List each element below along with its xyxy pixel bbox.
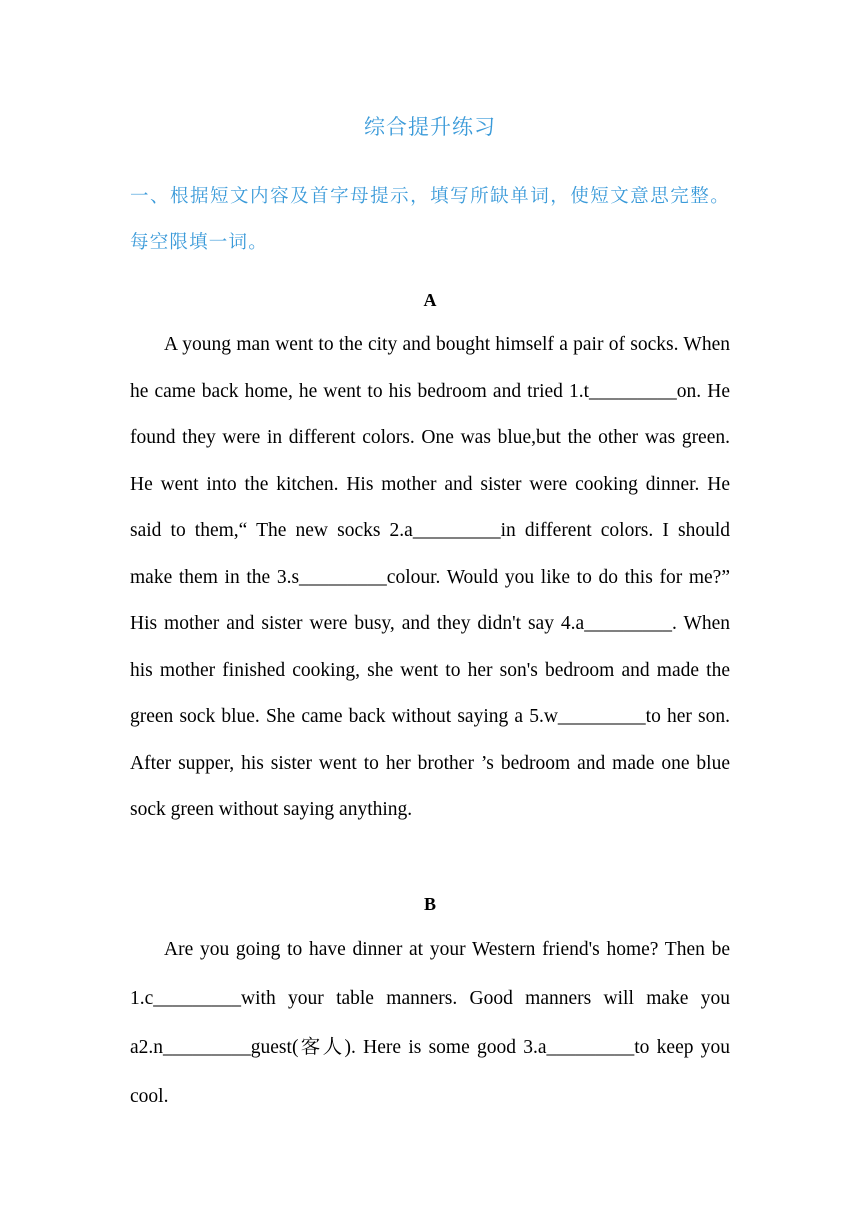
section-a-label: A <box>423 290 437 310</box>
passage-b: Are you going to have dinner at your Western friend's home? Then be 1.c_________with your table manners. Good manners will make you a2.n_________guest(客人). Here is some good 3.a_________to keep you cool. <box>130 939 730 1107</box>
page-title: 综合提升练习 <box>364 115 496 139</box>
section-b-label: B <box>423 894 436 914</box>
passage-a: A young man went to the city and bought himself a pair of socks. When he came back home, he went to his bedroom and tried 1.t_________on. He found they were in different colors. One was blue,but the other was green. He went into the kitchen. His mother and sister were cooking dinner. He said to them,“ The new socks 2.a_________in different colors. I should make them in the 3.s_________colour. Would you like to do this for me?” His mother and sister were busy, and they didn't say 4.a_________. When his mother finished cooking, she went to her son's bedroom and made the green sock blue. She came back without saying a 5.w_________to her son. After supper, his sister went to her brother ’s bedroom and made one blue sock green without saying anything. <box>130 334 730 820</box>
exercise-instruction: 一、根据短文内容及首字母提示，填写所缺单词，使短文意思完整。每空限填一词。 <box>130 186 730 253</box>
